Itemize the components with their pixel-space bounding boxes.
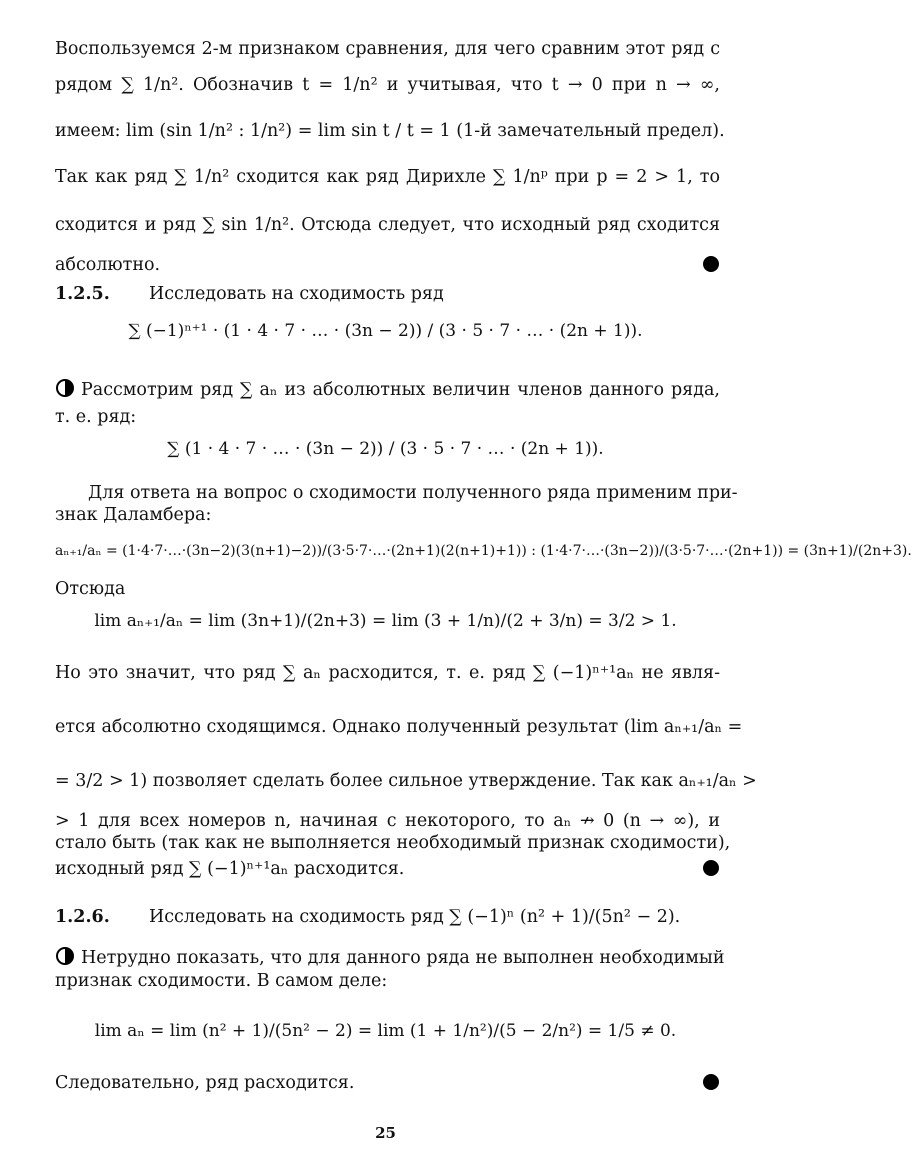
formula: ∑ (1 · 4 · 7 · … · (3n − 2)) / (3 · 5 · 7 · … · (2n + 1)). — [167, 439, 604, 459]
text-line: рядом ∑ 1/n². Обозначив t = 1/n² и учитывая, что t → 0 при n → ∞, — [55, 75, 720, 95]
text-line: признак сходимости. В самом деле: — [55, 971, 388, 991]
text-line: Отсюда — [55, 579, 126, 599]
formula: aₙ₊₁/aₙ = (1·4·7·…·(3n−2)(3(n+1)−2))/(3·5·7·…·(2n+1)(2(n+1)+1)) : (1·4·7·…·(3n−2))/(3·5·7·…·(2n+1)) = (3n+1)/(2n+3). — [55, 543, 912, 559]
problem-heading — [55, 283, 720, 305]
formula: lim aₙ = lim (n² + 1)/(5n² − 2) = lim (1 + 1/n²)/(5 − 2/n²) = 1/5 ≠ 0. — [94, 1021, 677, 1041]
problem-statement: Исследовать на сходимость ряд ∑ (−1)ⁿ (n² + 1)/(5n² − 2). — [148, 907, 681, 927]
text-line: абсолютно. — [55, 255, 161, 275]
start-of-solution-icon — [55, 378, 75, 398]
text-line — [55, 946, 725, 969]
text-line: исходный ряд ∑ (−1)ⁿ⁺¹aₙ расходится. — [55, 859, 405, 879]
text-line: стало быть (так как не выполняется необходимый признак сходимости), — [55, 833, 731, 853]
end-of-solution-icon — [703, 860, 719, 876]
formula: lim aₙ₊₁/aₙ = lim (3n+1)/(2n+3) = lim (3 + 1/n)/(2 + 3/n) = 3/2 > 1. — [94, 611, 677, 631]
paragraph-text: Рассмотрим ряд ∑ aₙ из абсолютных величин членов данного ряда, — [81, 380, 720, 400]
text-line: Но это значит, что ряд ∑ aₙ расходится, т. е. ряд ∑ (−1)ⁿ⁺¹aₙ не явля- — [55, 663, 720, 683]
text-line: сходится и ряд ∑ sin 1/n². Отсюда следует, что исходный ряд сходится — [55, 215, 720, 235]
page-number: 25 — [375, 1124, 396, 1142]
text-line: > 1 для всех номеров n, начиная с некоторого, то aₙ ↛ 0 (n → ∞), и — [55, 811, 720, 831]
paragraph-text: Нетрудно показать, что для данного ряда не выполнен необходимый — [81, 948, 725, 968]
text-line: ется абсолютно сходящимся. Однако полученный результат (lim aₙ₊₁/aₙ = — [55, 717, 743, 737]
text-line — [55, 378, 720, 401]
text-line: т. е. ряд: — [55, 407, 137, 427]
end-of-solution-icon — [703, 256, 719, 272]
text-line: = 3/2 > 1) позволяет сделать более сильное утверждение. Так как aₙ₊₁/aₙ > — [55, 771, 757, 791]
formula: ∑ (−1)ⁿ⁺¹ · (1 · 4 · 7 · … · (3n − 2)) / (3 · 5 · 7 · … · (2n + 1)). — [128, 321, 643, 341]
text-line: Следовательно, ряд расходится. — [55, 1073, 355, 1093]
problem-statement: Исследовать на сходимость ряд — [148, 284, 444, 304]
start-of-solution-icon — [55, 946, 75, 966]
text-line: Для ответа на вопрос о сходимости полученного ряда применим при- — [88, 483, 738, 503]
text-line: имеем: lim (sin 1/n² : 1/n²) = lim sin t / t = 1 (1-й замечательный предел). — [55, 121, 725, 141]
end-of-solution-icon — [703, 1074, 719, 1090]
problem-heading — [55, 906, 720, 928]
text-line: Воспользуемся 2-м признаком сравнения, для чего сравним этот ряд с — [55, 39, 720, 59]
text-line: Так как ряд ∑ 1/n² сходится как ряд Дирихле ∑ 1/nᵖ при p = 2 > 1, то — [55, 167, 720, 187]
text-line: знак Даламбера: — [55, 505, 212, 525]
problem-number: 1.2.6. — [55, 907, 110, 927]
problem-number: 1.2.5. — [55, 284, 110, 304]
